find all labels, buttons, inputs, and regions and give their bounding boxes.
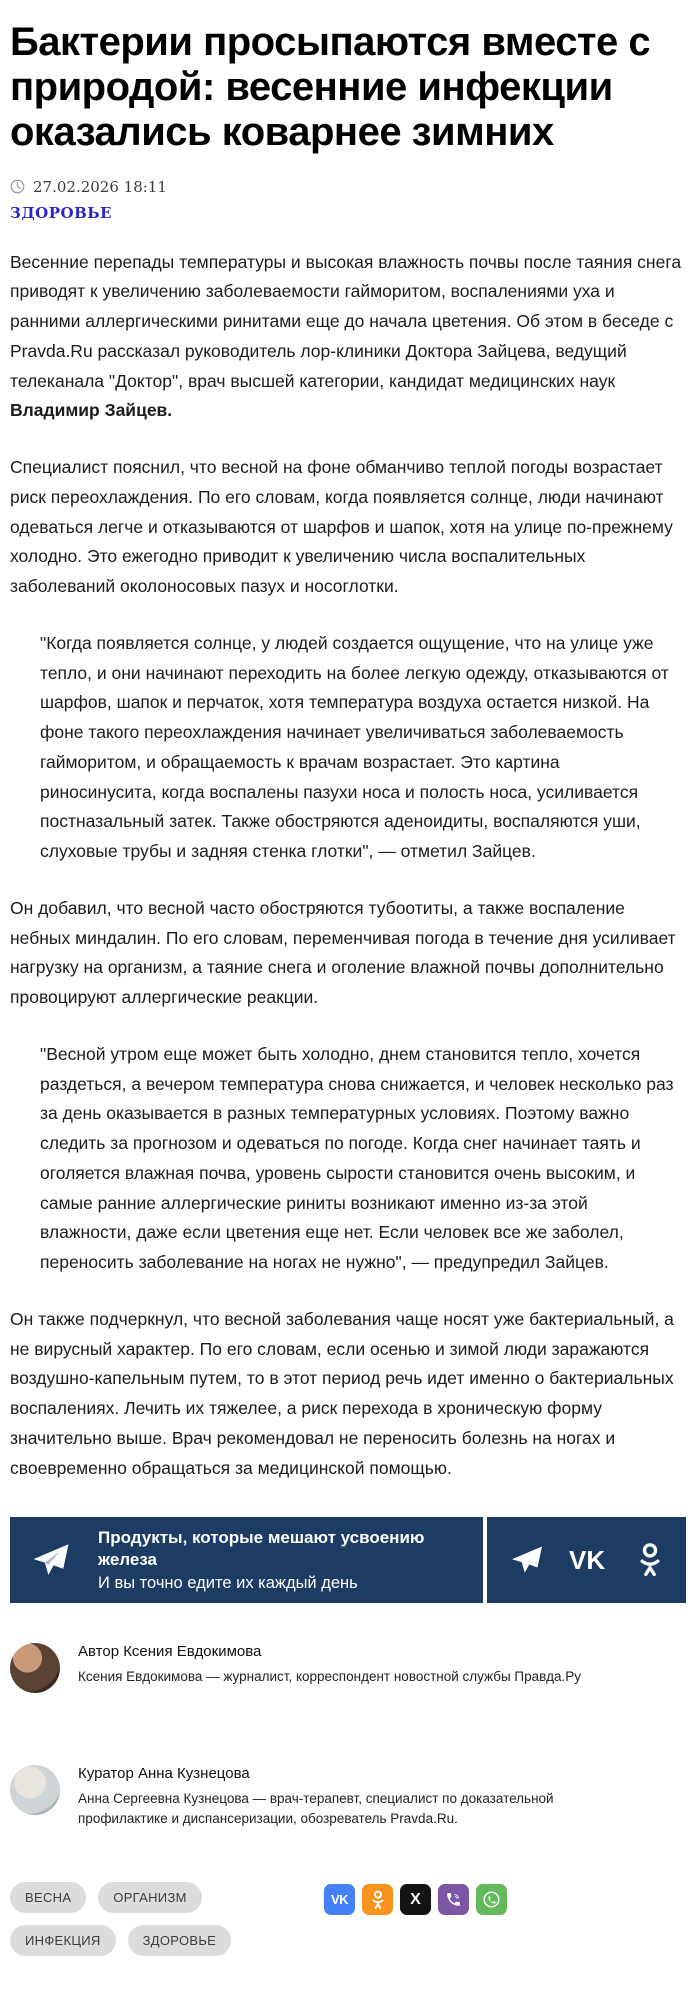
curator-avatar — [10, 1765, 60, 1815]
x-icon: X — [410, 1890, 421, 1908]
promo-social-panel — [487, 1517, 686, 1603]
promo-subtitle: И вы точно едите их каждый день — [98, 1573, 358, 1592]
promo-texts — [98, 1527, 428, 1595]
vk-icon[interactable] — [567, 1545, 613, 1575]
share-buttons — [324, 1884, 507, 1915]
paper-plane-icon — [30, 1539, 72, 1581]
tag-infekciya[interactable]: ИНФЕКЦИЯ — [10, 1925, 116, 1956]
vk-icon: VK — [330, 1892, 349, 1908]
expert-name-bold: Владимир Зайцев. — [10, 400, 173, 421]
clock-icon — [10, 179, 25, 194]
promo-title: Продукты, которые мешают усвоению железа — [98, 1527, 425, 1569]
paragraph-lead — [10, 248, 686, 427]
telegram-icon[interactable] — [509, 1542, 545, 1578]
author-info — [78, 1643, 581, 1687]
ok-icon — [370, 1889, 386, 1911]
share-ok-button[interactable] — [362, 1884, 393, 1915]
ok-icon[interactable] — [635, 1542, 665, 1578]
svg-text:VK: VK — [568, 1545, 605, 1576]
curator-description: Анна Сергеевна Кузнецова — врач-терапевт, специалист по доказательной профилактике и диспансеризации, обозреватель Pravda.Ru. — [78, 1791, 554, 1826]
share-viber-button[interactable] — [438, 1884, 469, 1915]
tag-organizm[interactable]: ОРГАНИЗМ — [98, 1882, 201, 1913]
paragraph-lead-text: Весенние перепады температуры и высокая влажность почвы после таяния снега приводят к увеличению заболеваемости гайморитом, воспалениями уха и ранними аллергическими ринитами еще до начала цветения. Об этом в беседе с Pravda.Ru рассказал руководитель лор-клиники Доктора Зайцева, ведущий телеканала "Доктор", врач высшей категории, кандидат медицинских наук — [10, 251, 682, 391]
author-description: Ксения Евдокимова — журналист, корреспондент новостной службы Правда.Ру — [78, 1669, 582, 1685]
promo-banner-link[interactable] — [10, 1517, 483, 1603]
quote-1: "Когда появляется солнце, у людей создается ощущение, что на улице уже тепло, и они начинают переходить на более легкую одежду, отказываются от шарфов, шапок и перчаток, хотя температура воздуха остается низкой. На фоне такого переохлаждения начинает увеличиваться заболеваемость гайморитом, и обращаемость к врачам возрастает. Это картина риносинусита, когда воспалены пазухи носа и полость носа, усиливается постназальный затек. Также обостряются аденоидиты, воспаляются уши, слуховые трубы и задняя стенка глотки", — отметил Зайцев. — [40, 632, 669, 862]
curator-name: Куратор Анна Кузнецова — [78, 1765, 250, 1783]
author-name: Автор Ксения Евдокимова — [78, 1643, 262, 1661]
category-link[interactable]: ЗДОРОВЬЕ — [10, 203, 113, 222]
publish-date: 27.02.2026 18:11 — [33, 177, 167, 196]
page-title: Бактерии просыпаются вместе с природой: весенние инфекции оказались коварнее зимних — [10, 20, 651, 155]
curator-info — [78, 1765, 638, 1828]
article-footer — [10, 1882, 686, 1956]
tag-vesna[interactable]: ВЕСНА — [10, 1882, 86, 1913]
paragraph-3: Он добавил, что весной часто обостряются тубоотиты, а также воспаление небных миндалин. По его словам, переменчивая погода в течение дня усиливает нагрузку на организм, а таяние снега и оголение влажной почвы дополнительно провоцируют аллергические реакции. — [10, 897, 676, 1008]
share-x-button[interactable] — [400, 1884, 431, 1915]
author-avatar — [10, 1643, 60, 1693]
article-meta — [10, 178, 686, 196]
tags-list — [10, 1882, 310, 1956]
tag-zdorovye[interactable]: ЗДОРОВЬЕ — [128, 1925, 232, 1956]
paragraph-2: Специалист пояснил, что весной на фоне обманчиво теплой погоды возрастает риск переохлаждения. По его словам, когда появляется солнце, люди начинают одеваться легче и отказываются от шарфов и шапок, хотя на улице по-прежнему холодно. Это ежегодно приводит к увеличению числа воспалительных заболеваний околоносовых пазух и носоглотки. — [10, 457, 673, 597]
author-block[interactable] — [10, 1629, 686, 1707]
whatsapp-icon — [482, 1890, 501, 1909]
viber-icon — [445, 1891, 462, 1908]
article-body — [10, 248, 686, 1484]
share-whatsapp-button[interactable] — [476, 1884, 507, 1915]
share-vk-button[interactable] — [324, 1884, 355, 1915]
quote-2: "Весной утром еще может быть холодно, днем становится тепло, хочется раздеться, а вечером температура снова снижается, и человек несколько раз за день оказывается в разных температурных условиях. Поэтому важно следить за прогнозом и одеваться по погоде. Когда снег начинает таять и оголяется влажная почва, уровень сырости становится очень высоким, и самые ранние аллергические риниты возникают именно из-за этой влажности, даже если цветения еще нет. Если человек все же заболел, переносить заболевание на ногах не нужно", — предупредил Зайцев. — [40, 1043, 674, 1273]
paragraph-4: Он также подчеркнул, что весной заболевания чаще носят уже бактериальный, а не вирусный характер. По его словам, если осенью и зимой люди заражаются воздушно-капельным путем, то в этот период речь идет именно о бактериальных воспалениях. Лечить их тяжелее, а риск перехода в хроническую форму значительно выше. Врач рекомендовал не переносить болезнь на ногах и своевременно обращаться за медицинской помощью. — [10, 1308, 674, 1478]
curator-block[interactable] — [10, 1751, 686, 1842]
promo-banner — [10, 1517, 686, 1603]
